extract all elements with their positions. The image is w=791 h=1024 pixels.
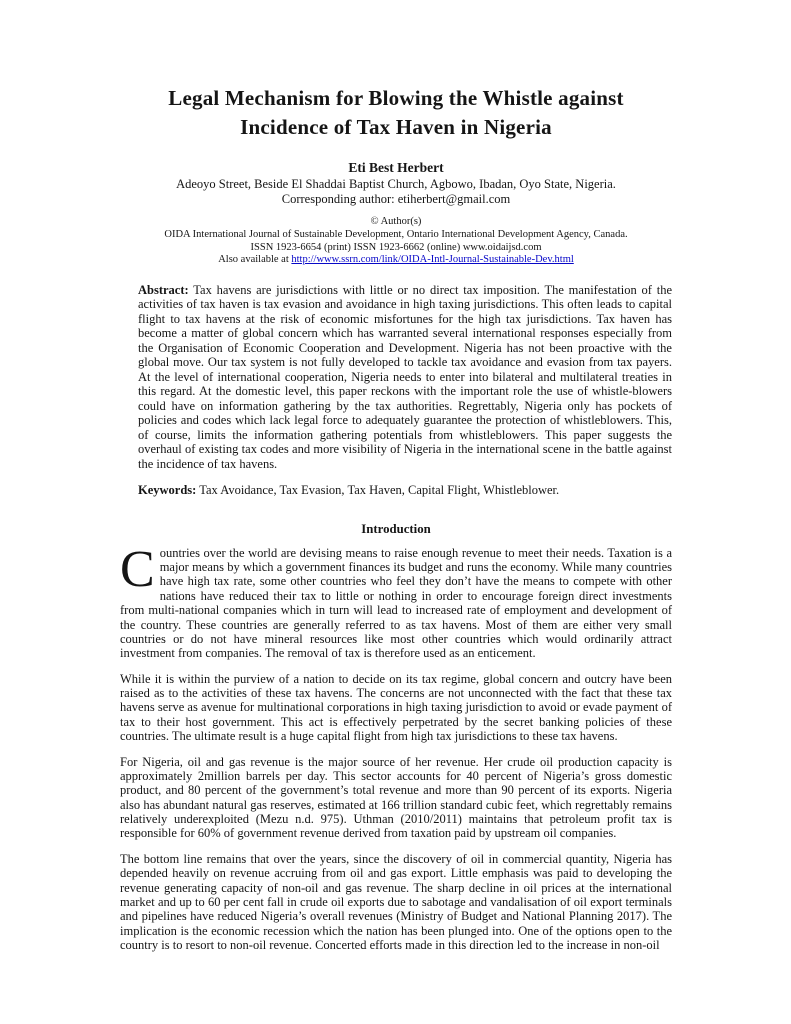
abstract-label: Abstract: <box>138 282 189 297</box>
keywords-label: Keywords: <box>138 483 197 498</box>
abstract-paragraph <box>138 283 672 472</box>
issn-line: ISSN 1923-6654 (print) ISSN 1923-6662 (online) www.oidaijsd.com <box>250 241 542 253</box>
corresponding-author: Corresponding author: etiherbert@gmail.com <box>281 191 511 206</box>
drop-cap-letter: C <box>120 540 155 598</box>
ssrn-link[interactable]: http://www.ssrn.com/link/OIDA-Intl-Journal-Sustainable-Dev.html <box>291 254 574 266</box>
availability-prefix: Also available at <box>218 254 292 266</box>
journal-imprint <box>120 216 672 266</box>
paper-title-line-1: Legal Mechanism for Blowing the Whistle against <box>168 86 624 110</box>
intro-paragraph-1-text: ountries over the world are devising means to raise enough revenue to meet their needs. Taxation is a major means by which a government finances its budget and runs the economy. While many countries have high tax rate, some other countries who feel they don’t have the means to compete with other nations have reduced their tax to little or nothing in order to encourage foreign direct investments from multi-national companies which in turn will lead to increased rate of employment and development of the country. These countries are generally referred to as tax havens. Most of them are either very small countries or do not have mineral resources like most other countries which would ordinarily attract investment from companies. The removal of tax is therefore used as an enticement. <box>120 545 672 661</box>
copyright-notice: © Author(s) <box>370 216 422 228</box>
paper-title <box>130 84 662 142</box>
intro-paragraph-3: For Nigeria, oil and gas revenue is the major source of her revenue. Her crude oil production capacity is approximately 2million barrels per day. This sector accounts for 40 percent of Nigeria’s gross domestic product, and 80 percent of the government’s total revenue and more than 90 percent of its exports. Nigeria also has abundant natural gas reserves, estimated at 166 trillion standard cubic feet, which regrettably remains relatively underexploited (Mezu n.d. 975). Uthman (2010/2011) maintains that petroleum profit tax is responsible for 60% of government revenue derived from taxation paid by upstream oil companies. <box>120 754 672 841</box>
intro-paragraph-2: While it is within the purview of a nation to decide on its tax regime, global concern and outcry have been raised as to the activities of these tax havens. The concerns are not unconnected with the fact that these tax havens serve as avenue for multinational corporations in high taxing jurisdiction to avoid or evade payment of tax to their host government. This act is effectively perpetrated by the secret banking policies of these countries. The ultimate result is a huge capital flight from high tax jurisdictions to these tax havens. <box>120 671 672 744</box>
journal-name-line: OIDA International Journal of Sustainable Development, Ontario International Development Agency, Canada. <box>164 228 628 240</box>
intro-paragraph-4: The bottom line remains that over the years, since the discovery of oil in commercial quantity, Nigeria has depended heavily on revenue accruing from oil and gas export. Little emphasis was paid to developing the revenue generating capacity of non-oil and gas revenue. The sharp decline in oil prices at the international market and up to 60 per cent fall in crude oil exports due to sabotage and vandalisation of oil export terminals and pipelines have reduced Nigeria’s overall revenues (Ministry of Budget and National Planning 2017). The implication is the economic recession which the nation has been plunged into. One of the options open to the country is to resort to non-oil revenue. Concerted efforts made in this direction led to the increase in non-oil <box>120 851 672 953</box>
availability-line <box>120 254 672 267</box>
author-affiliation: Adeoyo Street, Beside El Shaddai Baptist Church, Agbowo, Ibadan, Oyo State, Nigeria. <box>176 176 616 191</box>
paper-title-line-2: Incidence of Tax Haven in Nigeria <box>240 114 552 139</box>
author-name: Eti Best Herbert <box>348 159 444 175</box>
intro-paragraph-1 <box>120 540 672 661</box>
author-block <box>120 160 672 206</box>
introduction-heading: Introduction <box>361 521 431 536</box>
abstract-text: Tax havens are jurisdictions with little or no direct tax imposition. The manifestation of the activities of tax haven is tax evasion and avoidance in high taxing jurisdictions. This often leads to capital flight to tax havens at the risk of economic misfortunes for the high tax jurisdictions. Tax haven has become a matter of global concern which has warranted several international responses especially from the Organisation of Economic Cooperation and Development. Nigeria has not been proactive with the global move. Our tax system is not fully developed to tackle tax avoidance and evasion from tax payers. At the level of international cooperation, Nigeria needs to enter into bilateral and multilateral treaties in this regard. At the domestic level, this paper reckons with the important role the use of whistle-blowers could have on information gathering by the tax authorities. Regrettably, Nigeria only has pockets of policies and codes which lack legal force to adequately guarantee the protection of whistleblowers. This, of course, limits the information gathering potentials from whistleblowers. This paper suggests the overhaul of existing tax codes and more visibility of Nigeria in the international scene in the battle against the incidence of tax havens. <box>138 282 672 471</box>
keywords-text: Tax Avoidance, Tax Evasion, Tax Haven, Capital Flight, Whistleblower. <box>196 483 560 498</box>
keywords-line <box>138 483 672 498</box>
